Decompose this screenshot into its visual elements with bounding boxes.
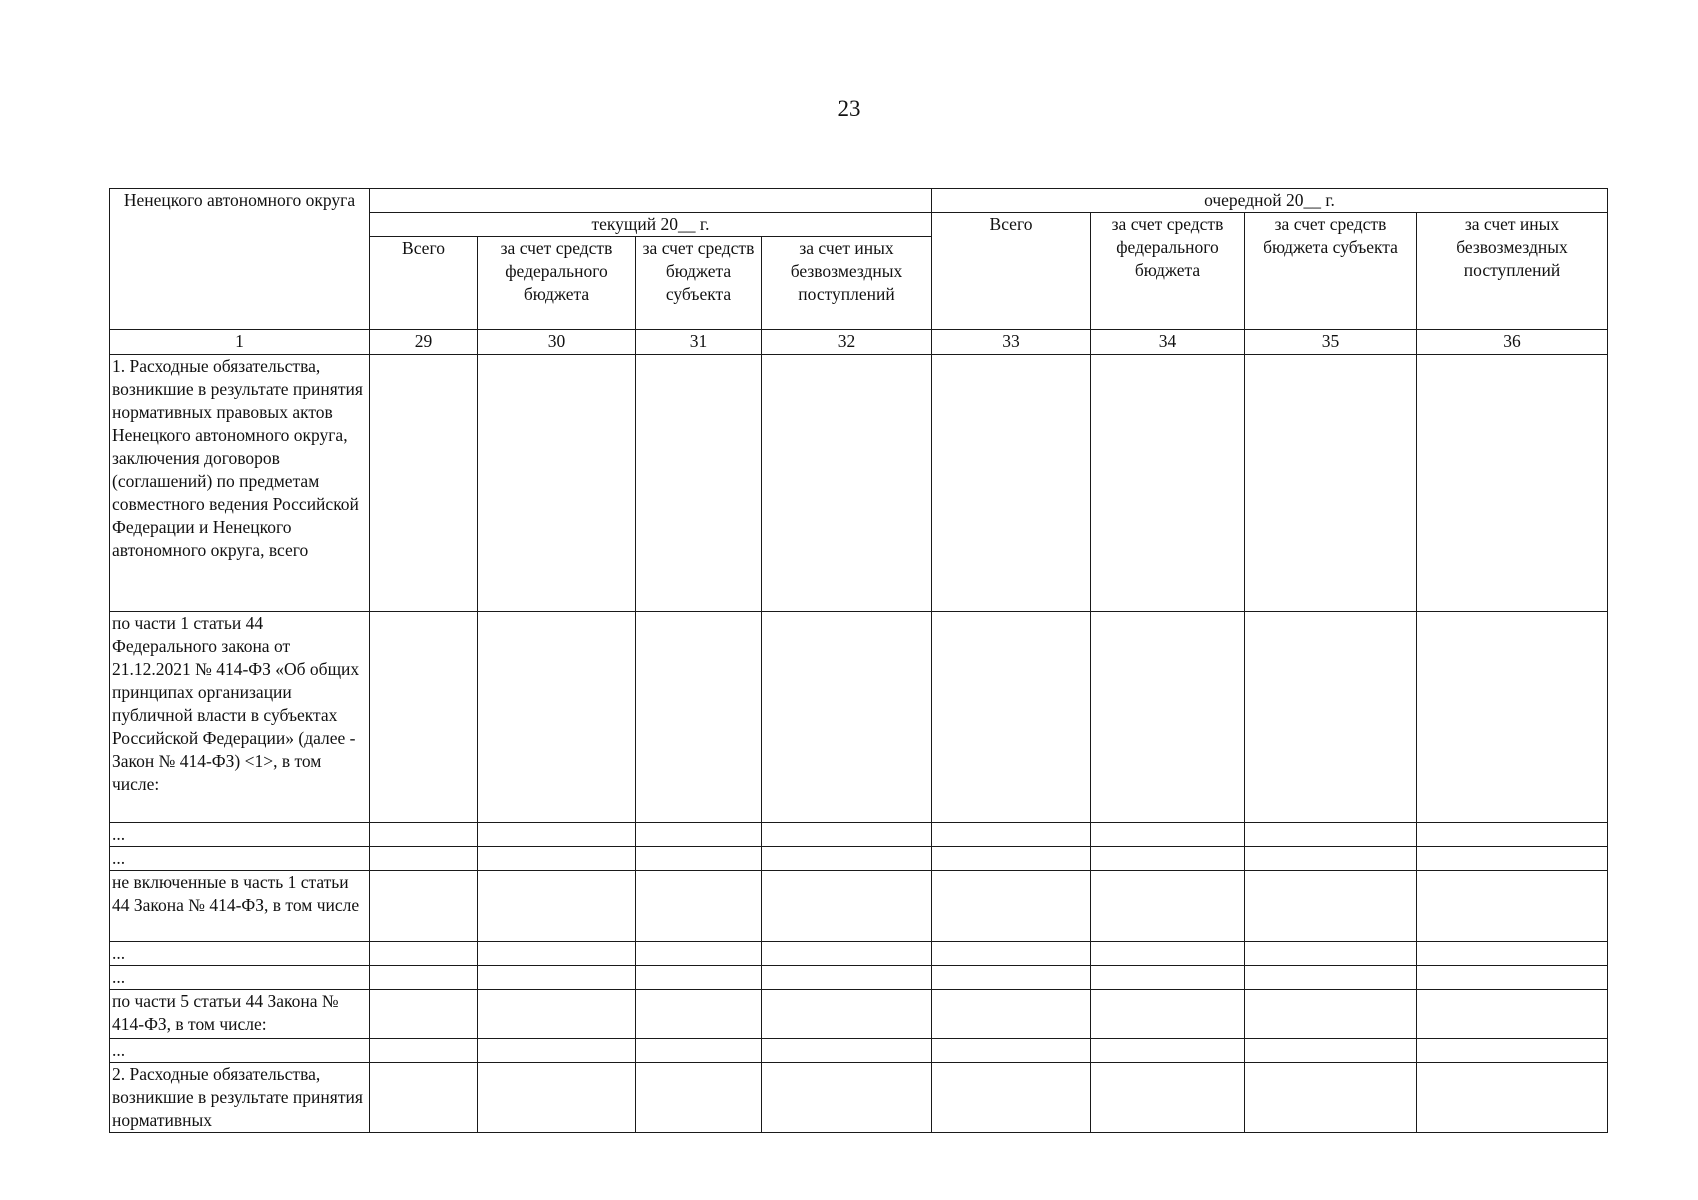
header-first-col: Ненецкого автономного округа: [110, 189, 370, 330]
header-current-federal: за счет средств федерального бюджета: [478, 237, 636, 330]
row-label: не включенные в часть 1 статьи 44 Закона № 414-ФЗ, в том числе: [110, 871, 370, 942]
row-label: ...: [110, 966, 370, 990]
data-cell: [932, 871, 1091, 942]
data-cell: [932, 847, 1091, 871]
data-cell: [1245, 990, 1417, 1039]
data-cell: [636, 847, 762, 871]
data-cell: [636, 355, 762, 612]
col-number: 31: [636, 330, 762, 355]
data-cell: [932, 990, 1091, 1039]
data-cell: [478, 966, 636, 990]
data-cell: [636, 823, 762, 847]
data-cell: [932, 355, 1091, 612]
data-cell: [932, 1039, 1091, 1063]
data-cell: [478, 612, 636, 823]
row-label: 2. Расходные обязательства, возникшие в результате принятия нормативных: [110, 1063, 370, 1133]
data-cell: [478, 355, 636, 612]
header-row-1: [110, 189, 1608, 213]
data-cell: [1245, 871, 1417, 942]
header-current-year: текущий 20__ г.: [370, 213, 932, 237]
data-cell: [370, 612, 478, 823]
data-cell: [636, 990, 762, 1039]
row-label: ...: [110, 1039, 370, 1063]
data-cell: [370, 1063, 478, 1133]
col-number: 35: [1245, 330, 1417, 355]
col-number: 32: [762, 330, 932, 355]
data-cell: [762, 871, 932, 942]
data-cell: [1245, 966, 1417, 990]
data-cell: [478, 1063, 636, 1133]
table-row: [110, 823, 1608, 847]
col-number: 36: [1417, 330, 1608, 355]
header-current-total: Всего: [370, 237, 478, 330]
header-next-subject: за счет средств бюджета субъекта: [1245, 213, 1417, 330]
data-cell: [1417, 990, 1608, 1039]
row-label: 1. Расходные обязательства, возникшие в результате принятия нормативных правовых актов Ненецкого автономного округа, заключения договоров (соглашений) по предметам совместного ведения Российской Федерации и Ненецкого автономного округа, всего: [110, 355, 370, 612]
data-cell: [1091, 823, 1245, 847]
header-next-year: очередной 20__ г.: [932, 189, 1608, 213]
data-cell: [370, 823, 478, 847]
data-cell: [932, 942, 1091, 966]
data-cell: [1245, 1063, 1417, 1133]
data-cell: [932, 966, 1091, 990]
col-number: 1: [110, 330, 370, 355]
data-cell: [1417, 871, 1608, 942]
data-cell: [1091, 612, 1245, 823]
data-cell: [370, 1039, 478, 1063]
data-cell: [1091, 1039, 1245, 1063]
row-label: по части 1 статьи 44 Федерального закона от 21.12.2021 № 414-ФЗ «Об общих принципах организации публичной власти в субъектах Российской Федерации» (далее - Закон № 414-ФЗ) <1>, в том числе:: [110, 612, 370, 823]
data-cell: [1245, 942, 1417, 966]
data-cell: [636, 1039, 762, 1063]
table-row: [110, 1063, 1608, 1133]
data-cell: [1245, 847, 1417, 871]
data-cell: [1417, 1039, 1608, 1063]
data-cell: [636, 966, 762, 990]
data-cell: [1091, 990, 1245, 1039]
data-cell: [1245, 823, 1417, 847]
data-cell: [1091, 355, 1245, 612]
data-cell: [370, 990, 478, 1039]
column-number-row: [110, 330, 1608, 355]
data-cell: [1417, 942, 1608, 966]
table-row: [110, 942, 1608, 966]
row-label: ...: [110, 847, 370, 871]
row-label: по части 5 статьи 44 Закона № 414-ФЗ, в том числе:: [110, 990, 370, 1039]
data-cell: [1245, 612, 1417, 823]
data-cell: [1245, 355, 1417, 612]
header-current-subject: за счет средств бюджета субъекта: [636, 237, 762, 330]
data-cell: [478, 1039, 636, 1063]
data-cell: [370, 871, 478, 942]
data-cell: [1091, 942, 1245, 966]
data-cell: [762, 847, 932, 871]
data-cell: [1417, 355, 1608, 612]
data-cell: [636, 871, 762, 942]
data-cell: [762, 966, 932, 990]
data-cell: [762, 612, 932, 823]
col-number: 30: [478, 330, 636, 355]
data-cell: [932, 823, 1091, 847]
data-cell: [370, 942, 478, 966]
data-cell: [1091, 1063, 1245, 1133]
col-number: 29: [370, 330, 478, 355]
row-label: ...: [110, 823, 370, 847]
data-cell: [1091, 871, 1245, 942]
data-cell: [478, 823, 636, 847]
data-cell: [1417, 612, 1608, 823]
table-row: [110, 966, 1608, 990]
data-cell: [478, 990, 636, 1039]
data-cell: [370, 355, 478, 612]
table-row: [110, 1039, 1608, 1063]
data-cell: [1245, 1039, 1417, 1063]
header-next-federal: за счет средств федерального бюджета: [1091, 213, 1245, 330]
data-cell: [762, 823, 932, 847]
table-row: [110, 847, 1608, 871]
data-cell: [762, 990, 932, 1039]
data-cell: [370, 847, 478, 871]
data-cell: [762, 942, 932, 966]
data-cell: [1417, 823, 1608, 847]
data-cell: [762, 1063, 932, 1133]
page-number: 23: [837, 96, 861, 121]
row-label: ...: [110, 942, 370, 966]
data-cell: [1091, 847, 1245, 871]
table-row: [110, 871, 1608, 942]
data-cell: [1417, 1063, 1608, 1133]
header-next-total: Всего: [932, 213, 1091, 330]
budget-obligations-table: [109, 188, 1608, 1133]
data-cell: [478, 847, 636, 871]
data-cell: [932, 612, 1091, 823]
header-blank-cell: [370, 189, 932, 213]
data-cell: [370, 966, 478, 990]
data-cell: [762, 355, 932, 612]
data-cell: [636, 942, 762, 966]
data-cell: [478, 871, 636, 942]
header-next-other: за счет иных безвозмездных поступлений: [1417, 213, 1608, 330]
table-row: [110, 612, 1608, 823]
col-number: 34: [1091, 330, 1245, 355]
data-cell: [1091, 966, 1245, 990]
table-row: [110, 355, 1608, 612]
data-cell: [478, 942, 636, 966]
data-cell: [932, 1063, 1091, 1133]
data-cell: [762, 1039, 932, 1063]
data-cell: [636, 612, 762, 823]
col-number: 33: [932, 330, 1091, 355]
table-row: [110, 990, 1608, 1039]
data-cell: [636, 1063, 762, 1133]
data-cell: [1417, 966, 1608, 990]
header-current-other: за счет иных безвозмездных поступлений: [762, 237, 932, 330]
data-cell: [1417, 847, 1608, 871]
